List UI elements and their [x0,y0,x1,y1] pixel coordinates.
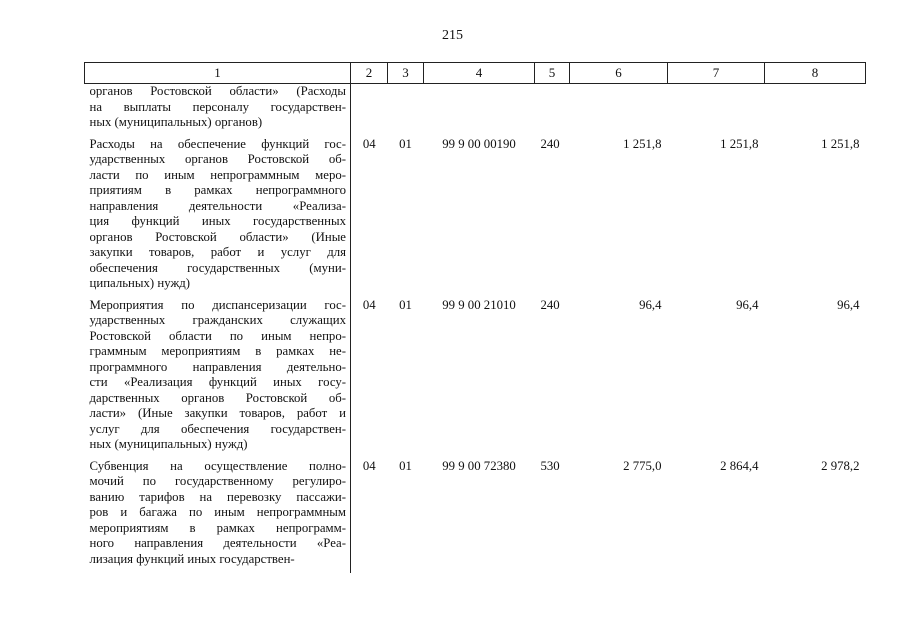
header-col-8: 8 [765,63,866,84]
description-line: сти «Реализация функций иных госу- [89,375,346,389]
code-subsection: 01 [399,297,412,312]
description-line: Расходы на обеспечение функций гос- [89,136,346,151]
amount-col-7: 1 251,8 [720,136,759,151]
row-description [85,459,351,574]
description-line: направления деятельности «Реализа- [89,198,346,213]
amount-col-7: 96,4 [736,297,759,312]
description-line: дарственных органов Ростовской об- [89,390,346,405]
code-target-article: 99 9 00 21010 [442,297,516,312]
amount-col-6: 96,4 [639,297,662,312]
budget-table [84,62,866,573]
amount-col-6: 1 251,8 [623,136,662,151]
code-subsection: 01 [399,136,412,151]
description-line: закупки товаров, работ и услуг для [89,245,346,259]
description-line: обеспечения государственных (муни- [89,260,346,275]
description-line: мероприятиям в рамках непрограмм- [89,520,346,535]
description-line: органов Ростовской области» (Иные [89,229,346,244]
description-line: Мероприятия по диспансеризации гос- [89,297,346,312]
description-line: ласти по иным непрограммным меро- [89,167,346,182]
header-col-6: 6 [570,63,668,84]
code-section: 04 [362,136,376,151]
header-col-4: 4 [424,63,535,84]
table-header-row [85,63,866,84]
code-target-article [424,84,535,137]
amount-col-7 [668,84,765,137]
table-row [85,459,866,574]
code-subsection: 01 [399,458,412,473]
code-section: 04 [362,297,376,312]
header-col-2: 2 [351,63,388,84]
amount-col-7: 2 864,4 [720,458,759,473]
description-line: ласти» (Иные закупки товаров, работ и [89,406,346,420]
amount-col-6: 2 775,0 [623,458,662,473]
table-row [85,137,866,298]
code-section [351,84,388,137]
code-subsection [388,84,424,137]
amount-col-8: 96,4 [837,297,860,312]
description-line: Ростовской области по иным непро- [89,328,346,343]
code-section: 04 [362,458,376,473]
description-line: программного направления деятельно- [89,359,346,374]
description-line: лизация функций иных государствен- [89,551,295,566]
header-col-7: 7 [668,63,765,84]
code-target-article: 99 9 00 00190 [442,136,516,151]
header-col-3: 3 [388,63,424,84]
row-description [85,298,351,459]
description-line: услуг для обеспечения государствен- [89,421,346,436]
table-row [85,84,866,137]
description-line: граммным мероприятиям в рамках не- [89,344,346,358]
description-line: на выплаты персоналу государствен- [89,99,346,114]
amount-col-8 [765,84,866,137]
row-description [85,137,351,298]
description-line: ванию тарифов на перевозку пассажи- [89,489,346,504]
amount-col-6 [570,84,668,137]
table-row [85,298,866,459]
description-line: ципальных) нужд) [89,276,191,290]
amount-col-8: 2 978,2 [821,458,860,473]
page-number: 215 [442,28,463,43]
description-line: ударственных гражданских служащих [89,313,346,327]
code-expense-type: 240 [540,297,560,312]
description-line: приятиям в рамках непрограммного [89,183,346,197]
code-target-article: 99 9 00 72380 [442,458,516,473]
description-line: Субвенция на осуществление полно- [89,458,346,473]
table-body [85,84,866,574]
description-line: ров и багажа по иным непрограммным [89,505,346,519]
description-line: ция функций иных государственных [89,214,346,228]
description-line: ных (муниципальных) органов) [89,115,263,129]
code-expense-type: 530 [540,458,560,473]
description-line: органов Ростовской области» (Расходы [89,84,346,98]
header-col-5: 5 [535,63,570,84]
code-expense-type [535,84,570,137]
description-line: ных (муниципальных) нужд) [89,437,248,451]
header-col-1: 1 [85,63,351,84]
amount-col-8: 1 251,8 [821,136,860,151]
row-description [85,84,351,137]
code-expense-type: 240 [540,136,560,151]
description-line: мочий по государственному регулиро- [89,474,346,488]
description-line: ного направления деятельности «Реа- [89,536,346,550]
description-line: ударственных органов Ростовской об- [89,152,346,166]
